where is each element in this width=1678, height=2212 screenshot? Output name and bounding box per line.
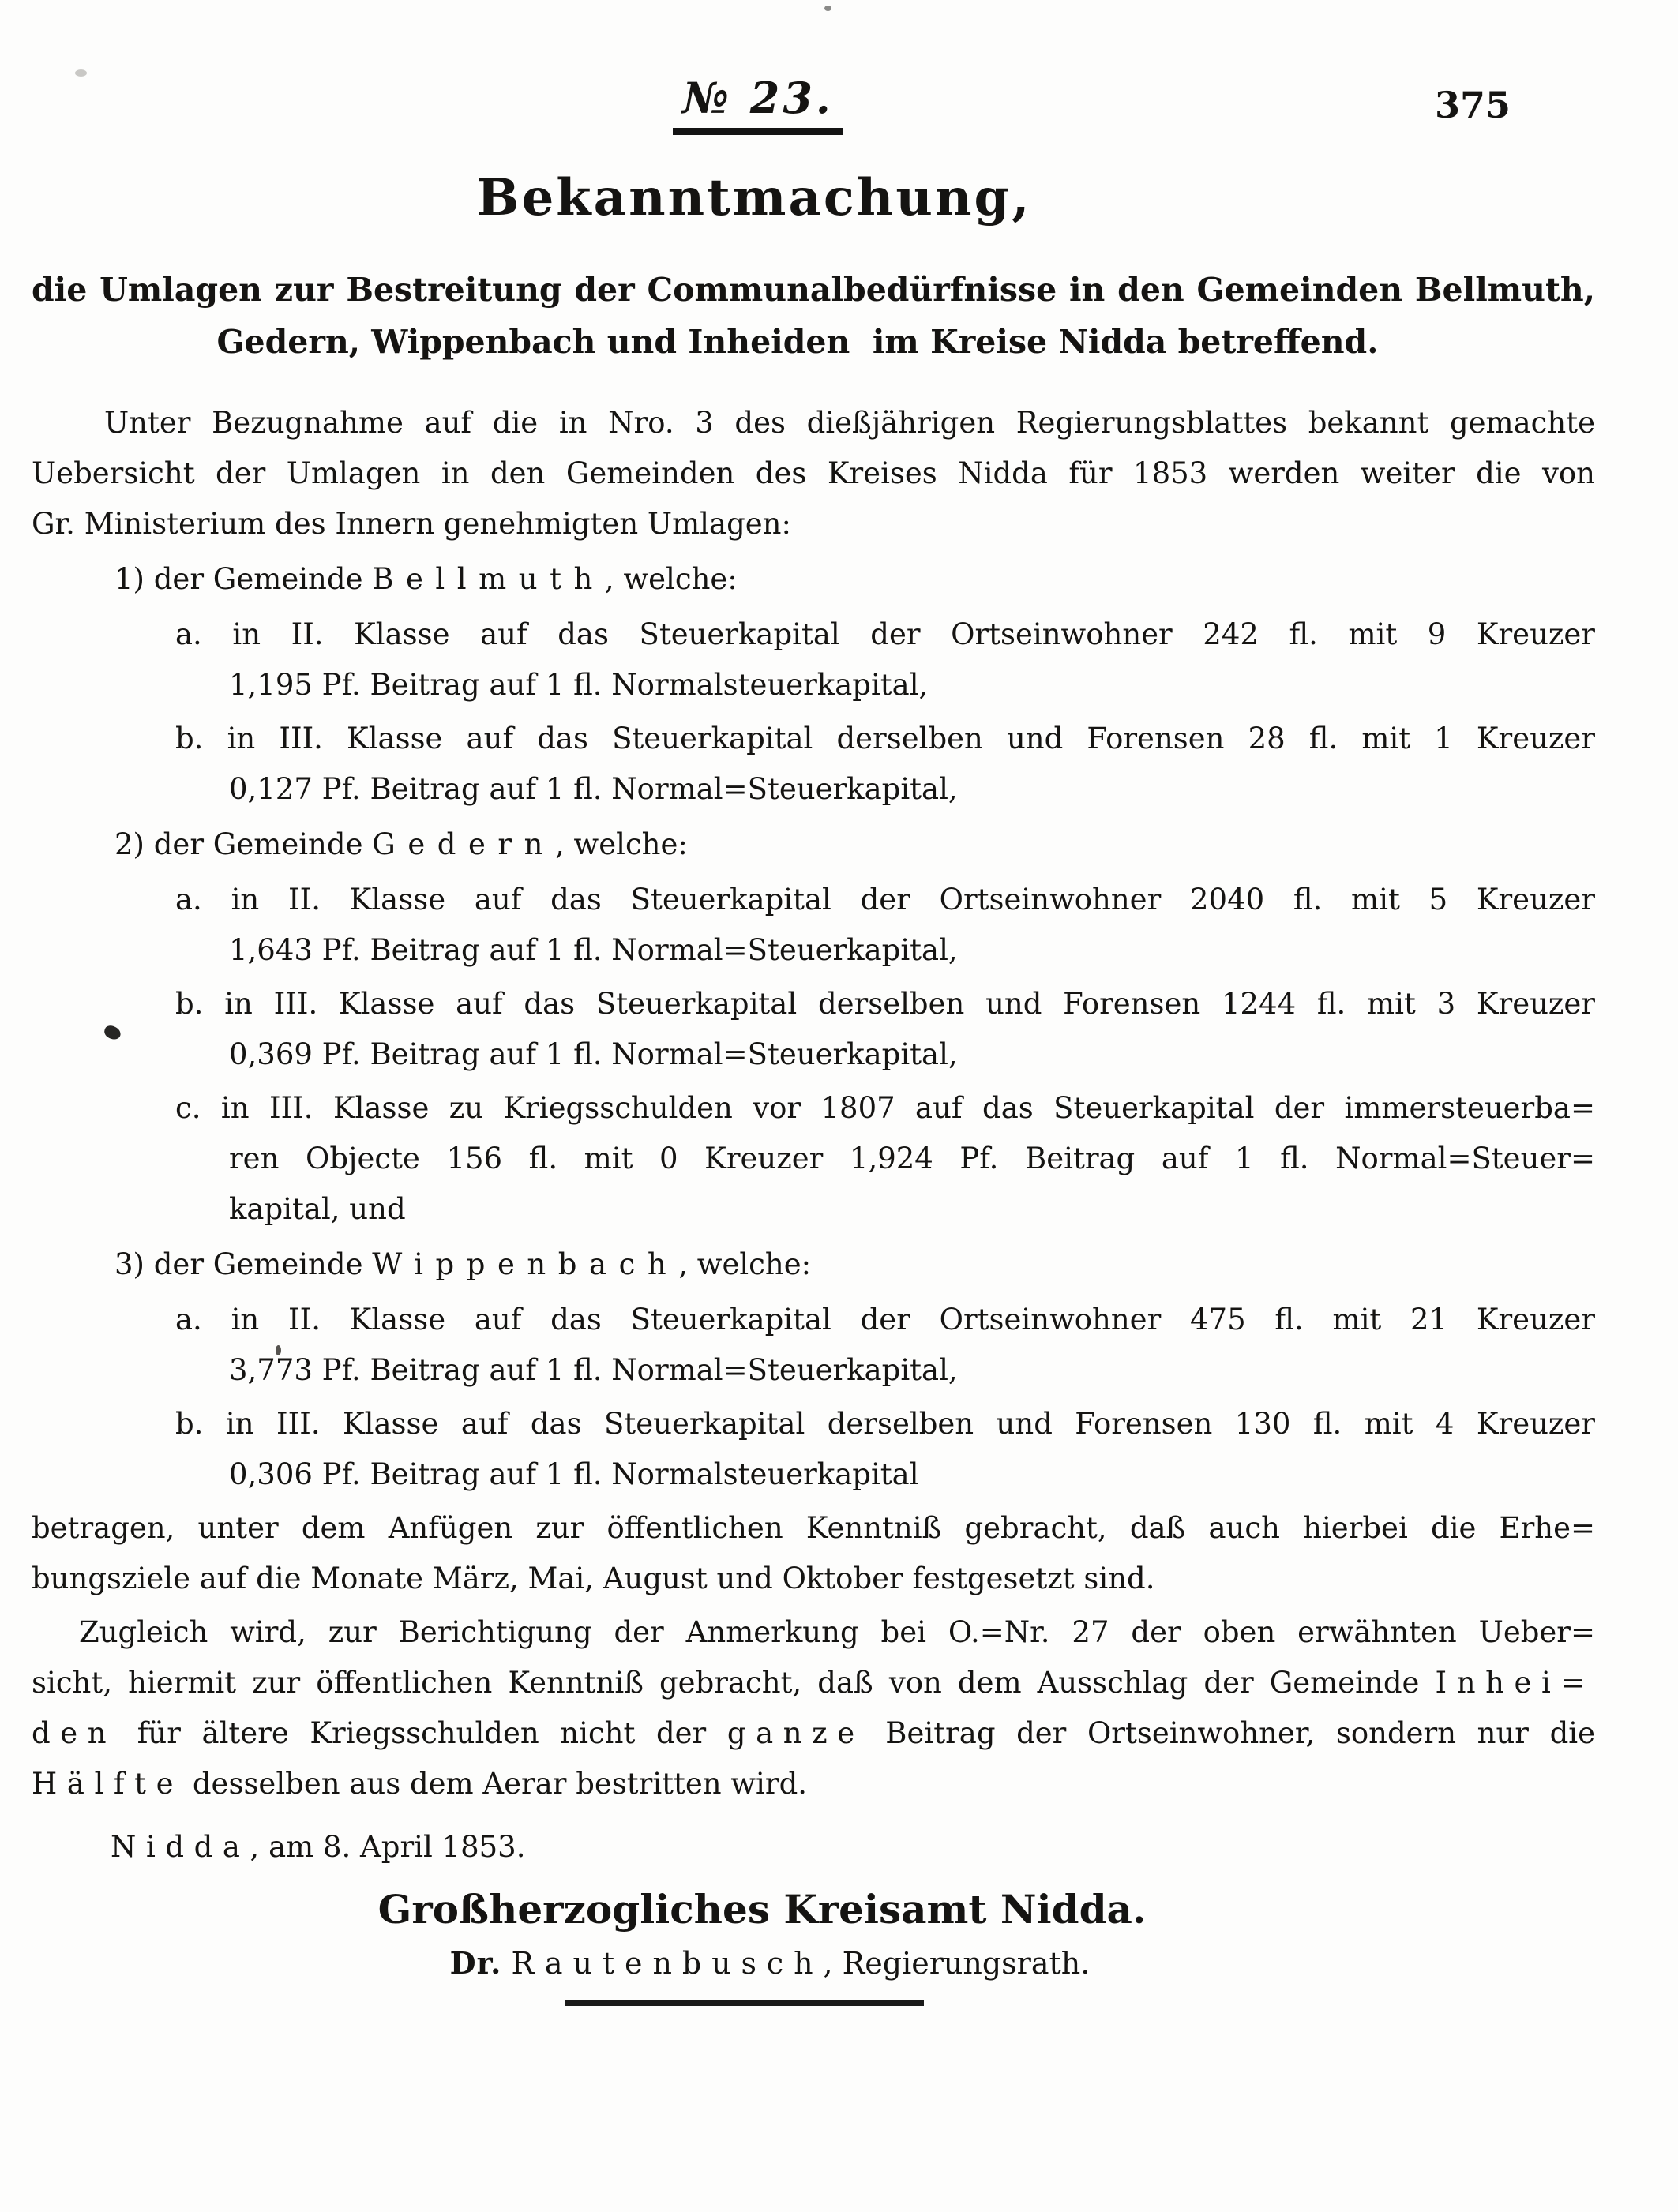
text-line — [175, 714, 1595, 764]
sub-item-3a — [175, 1295, 1595, 1396]
text-line: 0,369 Pf. Beitrag auf 1 fl. Normal=Steuerkapital, — [229, 1037, 958, 1071]
text-line — [175, 979, 1595, 1029]
text-line — [32, 1658, 1595, 1708]
text-line — [175, 1083, 1595, 1134]
text-segment-spaced: ganze — [726, 1716, 865, 1750]
item-heading — [114, 819, 1595, 870]
text-line — [175, 609, 1595, 660]
item-head-prefix: der Gemeinde — [153, 562, 363, 596]
intro-paragraph — [32, 398, 1595, 549]
ordinance-item-3 — [32, 1239, 1595, 1500]
text-segment: in II. Klasse auf das Steuerkapital der Ortseinwohner 2040 fl. mit 5 Kreuzer — [231, 883, 1595, 917]
text-segment: in III. Klasse auf das Steuerkapital derselben und Forensen 1244 fl. mit 3 Kreuzer — [224, 987, 1595, 1021]
text-line — [32, 1708, 1595, 1759]
closing-paragraph-1 — [32, 1503, 1595, 1604]
ordinance-item-1 — [32, 554, 1595, 815]
sub-item-marker: b. — [175, 722, 204, 755]
item-head-prefix: der Gemeinde — [153, 827, 363, 861]
text-line: Uebersicht der Umlagen in den Gemeinden des Kreises Nidda für 1853 werden weiter die von — [32, 456, 1595, 490]
item-head-prefix: der Gemeinde — [153, 1247, 363, 1281]
text-line — [175, 1295, 1595, 1345]
sub-item-2c — [175, 1083, 1595, 1235]
text-line — [32, 1607, 1595, 1658]
text-line: 3,773 Pf. Beitrag auf 1 fl. Normal=Steuerkapital, — [229, 1353, 958, 1387]
signature-name-surname: Rautenbusch — [511, 1946, 824, 1981]
subject-line-2: Gedern, Wippenbach und Inheiden im Kreise Nidda betreffend. — [216, 323, 1379, 361]
subject-line-1: die Umlagen zur Bestreitung der Communalbedürfnisse in den Gemeinden Bellmuth, — [32, 271, 1595, 309]
sub-item-marker: a. — [175, 617, 202, 651]
text-segment: Zugleich wird, zur Berichtigung der Anmerkung bei O.=Nr. 27 der oben erwähnten Ueber= — [79, 1615, 1595, 1649]
page-title: Bekanntmachung, — [476, 168, 1032, 227]
text-line — [175, 875, 1595, 925]
text-segment: Beitrag der Ortseinwohner, sondern nur die — [864, 1716, 1595, 1750]
item-head-suffix: , welche: — [555, 827, 688, 861]
text-line: kapital, und — [229, 1192, 406, 1226]
text-line — [175, 1399, 1595, 1449]
text-segment: in III. Klasse zu Kriegsschulden vor 1807 auf das Steuerkapital der immersteuerba= — [220, 1091, 1595, 1125]
commune-name: Wippenbach — [372, 1247, 679, 1281]
item-marker: 1) — [114, 562, 145, 596]
text-segment: für ältere Kriegsschulden nicht der — [116, 1716, 727, 1750]
text-line: 0,306 Pf. Beitrag auf 1 fl. Normalsteuerkapital — [229, 1457, 919, 1491]
signature-name-title: Dr. — [449, 1945, 502, 1981]
text-segment: in II. Klasse auf das Steuerkapital der Ortseinwohner 242 fl. mit 9 Kreuzer — [232, 617, 1595, 651]
item-heading — [114, 554, 1595, 605]
signature-divider-rule — [565, 2000, 924, 2006]
item-marker: 2) — [114, 827, 145, 861]
subject-heading — [32, 264, 1595, 368]
commune-name: Gedern — [372, 827, 556, 861]
sub-item-1a — [175, 609, 1595, 710]
commune-name: Bellmuth — [372, 562, 605, 596]
text-line: Gr. Ministerium des Innern genehmigten Umlagen: — [32, 507, 791, 541]
signature-name-role: , Regierungsrath. — [823, 1946, 1091, 1981]
item-heading — [114, 1239, 1595, 1290]
sub-item-marker: c. — [175, 1091, 201, 1125]
text-segment: in III. Klasse auf das Steuerkapital derselben und Forensen 28 fl. mit 1 Kreuzer — [227, 722, 1595, 755]
text-line: bungsziele auf die Monate März, Mai, August und Oktober festgesetzt sind. — [32, 1562, 1155, 1595]
signature-name — [0, 1944, 1552, 1983]
item-head-suffix: , welche: — [678, 1247, 812, 1281]
sub-item-3b — [175, 1399, 1595, 1500]
sub-item-marker: b. — [175, 1407, 204, 1441]
item-marker: 3) — [114, 1247, 145, 1281]
dateline — [111, 1822, 1595, 1873]
text-line: ren Objecte 156 fl. mit 0 Kreuzer 1,924 Pf. Beitrag auf 1 fl. Normal=Steuer= — [229, 1142, 1595, 1175]
sub-item-marker: a. — [175, 883, 202, 917]
text-segment: sicht, hiermit zur öffentlichen Kenntniß gebracht, daß von dem Ausschlag der Gemeinde — [32, 1666, 1436, 1700]
text-line: 0,127 Pf. Beitrag auf 1 fl. Normal=Steuerkapital, — [229, 772, 958, 806]
text-line: 1,195 Pf. Beitrag auf 1 fl. Normalsteuerkapital, — [229, 668, 929, 702]
signature-office: Großherzogliches Kreisamt Nidda. — [377, 1886, 1147, 1933]
sub-item-2a — [175, 875, 1595, 976]
dateline-place: Nidda — [111, 1830, 250, 1864]
text-segment: in II. Klasse auf das Steuerkapital der Ortseinwohner 475 fl. mit 21 Kreuzer — [231, 1303, 1595, 1337]
text-segment-spaced: Hälfte — [32, 1767, 184, 1801]
text-line: 1,643 Pf. Beitrag auf 1 fl. Normal=Steuerkapital, — [229, 933, 958, 967]
item-head-suffix: , welche: — [604, 562, 738, 596]
text-segment: desselben aus dem Aerar bestritten wird. — [183, 1767, 808, 1801]
sub-item-2b — [175, 979, 1595, 1080]
text-segment-spaced: Inhei= — [1435, 1666, 1595, 1700]
sub-item-marker: b. — [175, 987, 204, 1021]
text-line — [32, 1759, 1595, 1809]
text-line: betragen, unter dem Anfügen zur öffentlichen Kenntniß gebracht, daß auch hierbei die Erhe= — [32, 1511, 1595, 1545]
text-segment: in III. Klasse auf das Steuerkapital derselben und Forensen 130 fl. mit 4 Kreuzer — [225, 1407, 1595, 1441]
text-line: Unter Bezugnahme auf die in Nro. 3 des dießjährigen Regierungsblattes bekannt gemachte — [104, 406, 1595, 440]
ordinance-item-2 — [32, 819, 1595, 1235]
issue-number: № 23. — [673, 73, 843, 135]
page-number: 375 — [1434, 84, 1511, 126]
dateline-rest: , am 8. April 1853. — [250, 1830, 526, 1864]
closing-paragraph-2 — [32, 1607, 1595, 1809]
sub-item-marker: a. — [175, 1303, 202, 1337]
page-header — [32, 73, 1595, 135]
text-segment-spaced: den — [32, 1716, 117, 1750]
sub-item-1b — [175, 714, 1595, 815]
